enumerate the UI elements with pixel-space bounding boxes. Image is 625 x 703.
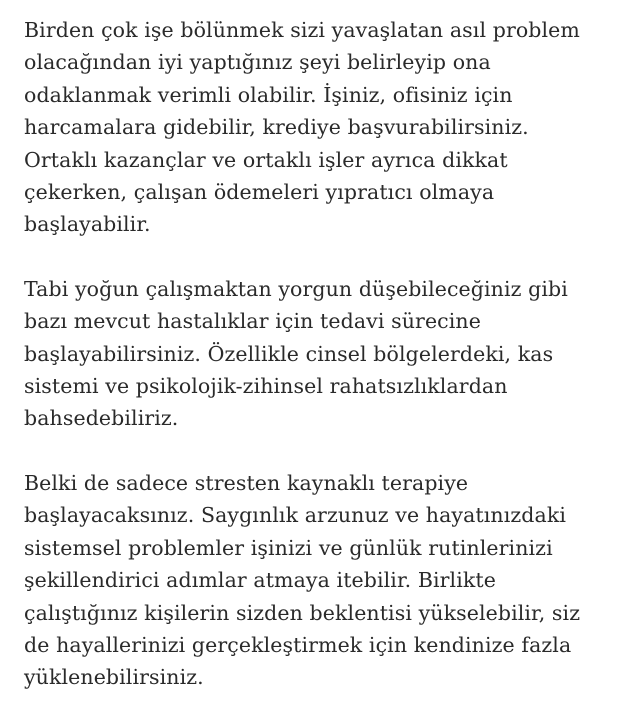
text-line: olacağından iyi yaptığınız şeyi belirleyip ona <box>24 50 491 75</box>
text-line: Birden çok işe bölünmek sizi yavaşlatan asıl problem <box>24 18 580 42</box>
text-line: başlayacaksınız. Saygınlık arzunuz ve hayatınızdaki <box>24 503 567 528</box>
text-line: Belki de sadece stresten kaynaklı terapiye <box>24 470 469 495</box>
text-line: harcamalara gidebilir, krediye başvurabilirsiniz. <box>24 115 529 140</box>
text-line: yüklenebilirsiniz. <box>24 665 204 690</box>
paragraph-1 <box>24 14 605 241</box>
text-line: başlayabilir. <box>24 212 151 237</box>
text-line: çalıştığınız kişilerin sizden beklentisi yükselebilir, siz <box>24 600 581 625</box>
paragraph-3 <box>24 467 605 694</box>
text-line: başlayabilirsiniz. Özellikle cinsel bölgelerdeki, kas <box>24 341 554 366</box>
text-line: de hayallerinizi gerçekleştirmek için kendinize fazla <box>24 632 572 657</box>
text-line: bazı mevcut hastalıklar için tedavi sürecine <box>24 309 481 334</box>
text-line: Tabi yoğun çalışmaktan yorgun düşebileceğiniz gibi <box>24 276 568 301</box>
text-line: Ortaklı kazançlar ve ortaklı işler ayrıca dikkat <box>24 147 508 172</box>
text-line: bahsedebiliriz. <box>24 406 179 431</box>
text-line: çekerken, çalışan ödemeleri yıpratıcı olmaya <box>24 180 495 205</box>
paragraph-2 <box>24 273 605 435</box>
text-line: odaklanmak verimli olabilir. İşiniz, ofisiniz için <box>24 82 513 107</box>
text-line: sistemsel problemler işinizi ve günlük rutinlerinizi <box>24 535 553 560</box>
text-line: şekillendirici adımlar atmaya itebilir. Birlikte <box>24 568 496 593</box>
text-line: sistemi ve psikolojik-zihinsel rahatsızlıklardan <box>24 374 508 399</box>
